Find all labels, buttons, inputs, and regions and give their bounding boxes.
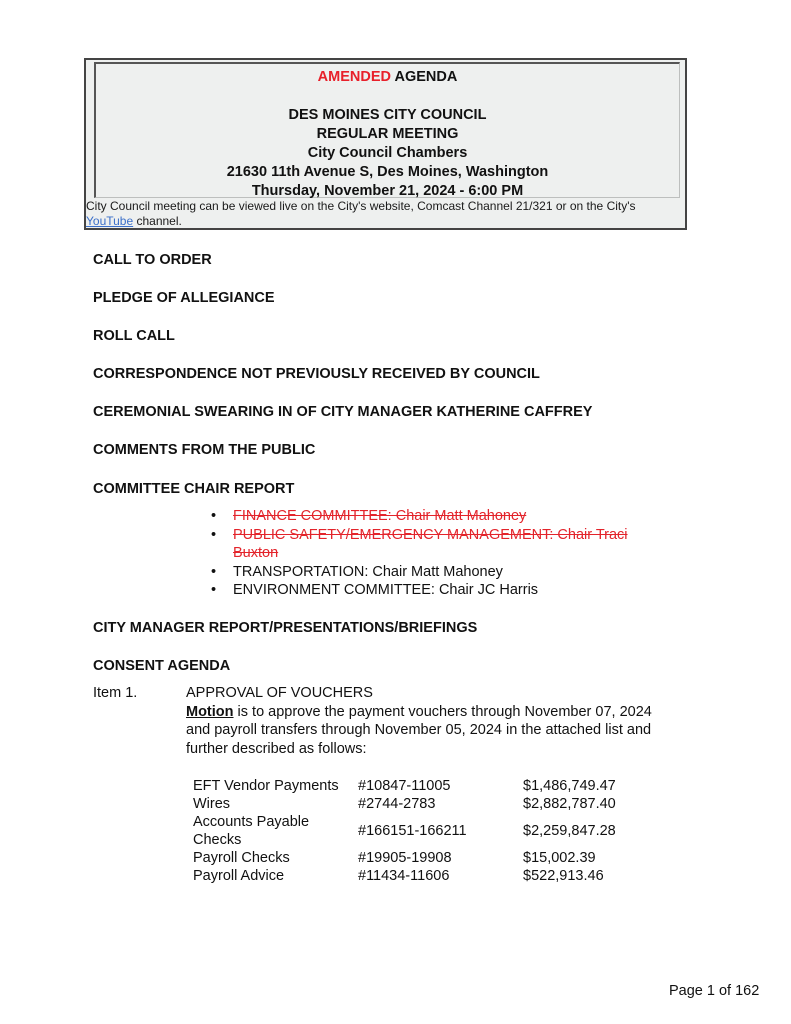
voucher-amount: $2,259,847.28 (523, 823, 616, 839)
table-row (193, 795, 663, 813)
voucher-numbers: #10847-11005 (358, 778, 451, 794)
spacer (96, 87, 679, 106)
committee-item (200, 581, 670, 600)
meeting-datetime: Thursday, November 21, 2024 - 6:00 PM (251, 183, 524, 199)
viewing-note-text: City Council meeting can be viewed live on the City's website, Comcast Channel 21/321 or on the City's (86, 199, 636, 213)
voucher-amount: $522,913.46 (523, 868, 604, 884)
heading-ceremonial-swearing-in: CEREMONIAL SWEARING IN OF CITY MANAGER KATHERINE CAFFREY (93, 404, 593, 420)
motion-paragraph (186, 704, 652, 757)
bullet-icon: • (211, 526, 217, 543)
committee-text: TRANSPORTATION: Chair Matt Mahoney (233, 563, 503, 580)
amended-label: AMENDED (317, 69, 391, 85)
page-number: Page 1 of 162 (669, 983, 760, 999)
heading-correspondence: CORRESPONDENCE NOT PREVIOUSLY RECEIVED BY COUNCIL (93, 366, 540, 382)
agenda-header-box (84, 58, 687, 230)
youtube-link[interactable]: YouTube (86, 214, 134, 228)
voucher-type: Payroll Advice (193, 868, 285, 884)
motion-text: is to approve the payment vouchers through November 07, 2024 and payroll transfers through November 05, 2024 in the attached list and further described as follows: (186, 703, 652, 757)
consent-item-number: Item 1. (93, 685, 138, 701)
table-row (193, 849, 663, 867)
heading-call-to-order: CALL TO ORDER (93, 252, 212, 268)
committee-text-struck: FINANCE COMMITTEE: Chair Matt Mahoney (233, 508, 527, 524)
voucher-type: Payroll Checks (193, 850, 290, 866)
voucher-numbers: #19905-19908 (358, 850, 452, 866)
bullet-icon: • (211, 563, 217, 580)
voucher-amount: $1,486,749.47 (523, 778, 616, 794)
committee-text: ENVIRONMENT COMMITTEE: Chair JC Harris (233, 582, 539, 598)
agenda-title-block (94, 62, 680, 198)
viewing-note (86, 199, 682, 229)
voucher-numbers: #2744-2783 (358, 796, 436, 812)
meeting-location: City Council Chambers (307, 145, 468, 161)
voucher-type: Accounts Payable Checks (193, 814, 310, 848)
council-name: DES MOINES CITY COUNCIL (288, 107, 487, 123)
voucher-numbers: #166151-166211 (358, 823, 467, 839)
heading-consent-agenda: CONSENT AGENDA (93, 658, 231, 674)
voucher-amount: $2,882,787.40 (523, 796, 616, 812)
heading-pledge-of-allegiance: PLEDGE OF ALLEGIANCE (93, 290, 275, 306)
committee-item (200, 507, 670, 526)
committee-list (200, 507, 670, 600)
committee-text-struck: PUBLIC SAFETY/EMERGENCY MANAGEMENT: Chair Traci Buxton (233, 526, 628, 561)
voucher-type: EFT Vendor Payments (193, 778, 339, 794)
agenda-status-title (96, 64, 679, 87)
bullet-icon: • (211, 508, 217, 524)
table-row (193, 777, 663, 795)
agenda-label: AGENDA (390, 69, 458, 85)
motion-label: Motion (186, 703, 234, 720)
voucher-amount: $15,002.39 (523, 850, 596, 866)
heading-roll-call: ROLL CALL (93, 328, 175, 344)
meeting-address: 21630 11th Avenue S, Des Moines, Washington (226, 164, 549, 180)
consent-item-body (186, 684, 676, 758)
heading-city-manager-report: CITY MANAGER REPORT/PRESENTATIONS/BRIEFINGS (93, 620, 478, 636)
table-row (193, 813, 663, 849)
heading-committee-chair-report: COMMITTEE CHAIR REPORT (93, 481, 295, 497)
consent-item-title: APPROVAL OF VOUCHERS (186, 685, 373, 701)
table-row (193, 867, 663, 885)
bullet-icon: • (211, 582, 217, 598)
voucher-numbers: #11434-11606 (358, 868, 450, 884)
heading-public-comments: COMMENTS FROM THE PUBLIC (93, 442, 316, 458)
committee-item (200, 526, 670, 563)
voucher-type: Wires (193, 796, 231, 812)
viewing-note-tail: channel. (133, 214, 182, 228)
meeting-type: REGULAR MEETING (316, 126, 459, 142)
committee-item (200, 563, 670, 582)
voucher-table (193, 777, 663, 885)
